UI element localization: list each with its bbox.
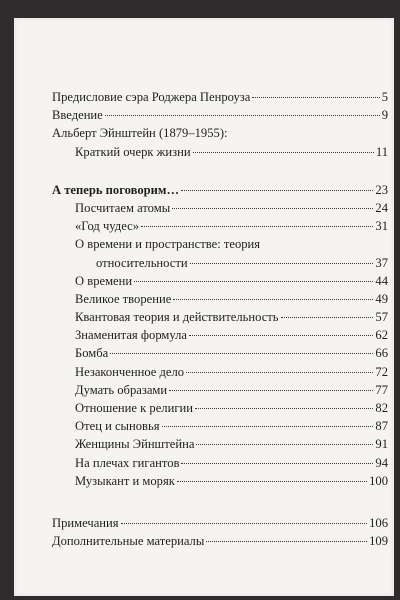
toc-title: Великое творение <box>75 291 172 306</box>
toc-page-number: 91 <box>375 437 388 452</box>
toc-leader-dots <box>105 115 380 116</box>
toc-leader-dots <box>172 208 373 209</box>
toc-entry-chapter <box>52 399 388 417</box>
spacer <box>52 161 388 181</box>
toc-page-number: 66 <box>375 346 388 361</box>
toc-entry-chapter <box>52 272 388 290</box>
toc-leader-dots <box>177 481 367 482</box>
spacer <box>52 490 388 514</box>
toc-leader-dots <box>195 408 373 409</box>
toc-page-number: 87 <box>375 419 388 434</box>
toc-leader-dots <box>206 541 367 542</box>
table-of-contents <box>52 88 388 550</box>
toc-leader-dots <box>181 463 373 464</box>
toc-leader-dots <box>141 226 373 227</box>
toc-leader-dots <box>181 190 373 191</box>
toc-entry-chapter <box>52 199 388 217</box>
toc-entry-introduction <box>52 106 388 124</box>
toc-entry-chapter <box>52 344 388 362</box>
toc-page-number: 31 <box>375 219 388 234</box>
toc-leader-dots <box>186 372 373 373</box>
toc-entry-chapter <box>52 290 388 308</box>
toc-leader-dots <box>193 152 374 153</box>
toc-page-number: 77 <box>375 382 388 397</box>
toc-page-number: 24 <box>375 200 388 215</box>
toc-title: На плечах гигантов <box>75 455 180 470</box>
toc-entry-chapter <box>52 254 388 272</box>
toc-title: Введение <box>52 108 103 123</box>
toc-page-number: 94 <box>375 455 388 470</box>
toc-leader-dots <box>173 299 373 300</box>
toc-leader-dots <box>281 317 374 318</box>
toc-entry-chapter <box>52 472 388 490</box>
toc-page-number: 72 <box>375 364 388 379</box>
toc-title: относительности <box>96 255 188 270</box>
toc-page-number: 23 <box>375 182 388 197</box>
toc-leader-dots <box>190 263 374 264</box>
toc-page-number: 109 <box>369 534 388 549</box>
toc-title: Отношение к религии <box>75 401 193 415</box>
toc-page-number: 5 <box>381 90 388 104</box>
toc-leader-dots <box>134 281 373 282</box>
toc-title: Альберт Эйнштейн (1879–1955): <box>52 126 228 141</box>
toc-leader-dots <box>252 97 379 98</box>
toc-entry-main-heading <box>52 181 388 199</box>
toc-entry-chapter <box>52 381 388 399</box>
toc-title: Бомба <box>75 346 109 361</box>
toc-title: Квантовая теория и действительность <box>75 310 279 325</box>
toc-title: Музыкант и моряк <box>75 473 175 488</box>
toc-page-number: 9 <box>381 108 388 123</box>
toc-page-number: 82 <box>375 401 388 415</box>
toc-title: Посчитаем атомы <box>75 200 171 215</box>
toc-entry-biography <box>52 143 388 161</box>
toc-title: Дополнительные материалы <box>52 534 205 549</box>
toc-title: Примечания <box>52 515 119 530</box>
toc-title: Краткий очерк жизни <box>75 144 191 159</box>
toc-title: А теперь поговорим… <box>52 182 180 197</box>
toc-entry-preface <box>52 88 388 106</box>
toc-title: О времени и пространстве: теория <box>75 237 261 252</box>
toc-leader-dots <box>121 523 368 524</box>
toc-entry-additional-materials <box>52 532 388 550</box>
toc-entry-einstein-heading <box>52 124 388 142</box>
toc-entry-chapter <box>52 235 388 253</box>
book-page <box>14 18 394 596</box>
toc-leader-dots <box>189 335 373 336</box>
toc-page-number: 37 <box>375 255 388 270</box>
toc-page-number: 100 <box>369 473 388 488</box>
toc-entry-chapter <box>52 326 388 344</box>
toc-entry-chapter <box>52 217 388 235</box>
toc-title: О времени <box>75 273 133 288</box>
toc-page-number: 44 <box>375 273 388 288</box>
toc-title: Предисловие сэра Роджера Пенроуза <box>52 90 251 104</box>
toc-leader-dots <box>169 390 373 391</box>
toc-leader-dots <box>110 353 373 354</box>
toc-page-number: 49 <box>375 291 388 306</box>
toc-entry-chapter <box>52 363 388 381</box>
toc-page-number: 106 <box>369 515 388 530</box>
toc-page-number: 11 <box>375 144 388 159</box>
toc-leader-dots <box>162 426 374 427</box>
toc-leader-dots <box>196 444 373 445</box>
toc-title: Знаменитая формула <box>75 328 188 343</box>
toc-entry-chapter <box>52 308 388 326</box>
toc-entry-notes <box>52 514 388 532</box>
toc-page-number: 62 <box>375 328 388 343</box>
toc-page-number: 57 <box>375 310 388 325</box>
toc-entry-chapter <box>52 417 388 435</box>
toc-title: Думать образами <box>75 382 168 397</box>
toc-title: Незаконченное дело <box>75 364 185 379</box>
toc-entry-chapter <box>52 435 388 453</box>
toc-entry-chapter <box>52 454 388 472</box>
toc-title: «Год чудес» <box>75 219 139 234</box>
toc-title: Отец и сыновья <box>75 419 160 434</box>
toc-title: Женщины Эйнштейна <box>75 437 195 452</box>
